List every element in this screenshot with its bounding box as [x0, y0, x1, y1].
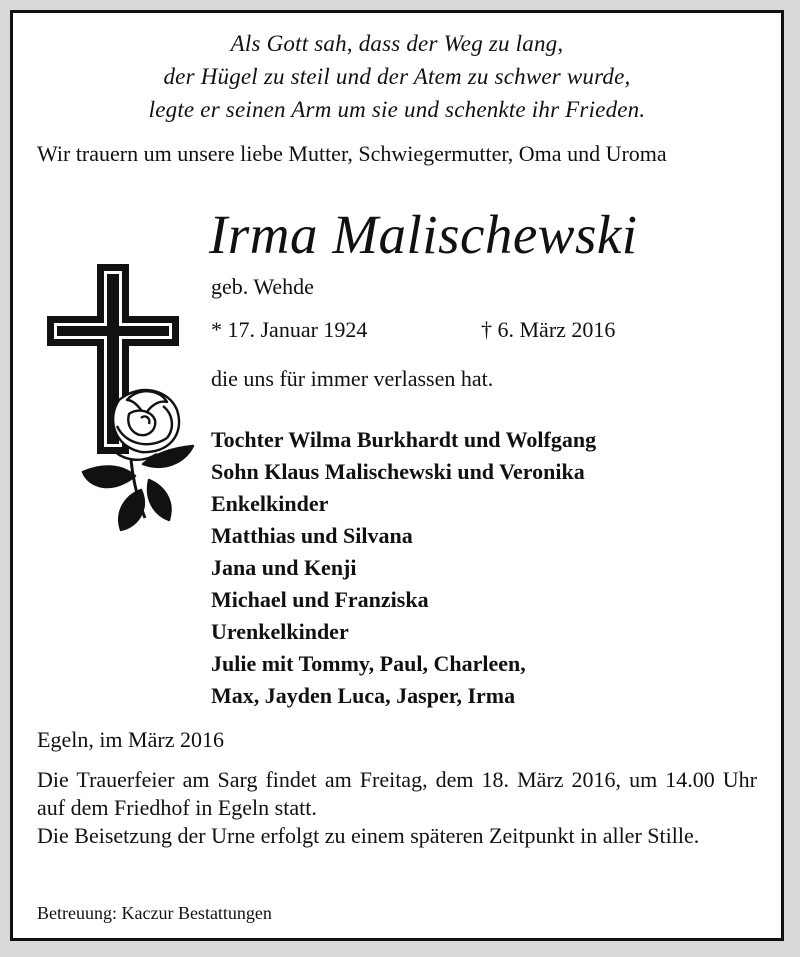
mourner-line: Sohn Klaus Malischewski und Veronika	[211, 459, 585, 484]
deceased-name: Irma Malischewski	[209, 204, 638, 265]
life-dates	[211, 316, 616, 344]
memorial-verse	[13, 27, 781, 126]
mourner-line: Enkelkinder	[211, 491, 329, 516]
funeral-details	[37, 766, 757, 850]
mourner-line: Tochter Wilma Burkhardt und Wolfgang	[211, 427, 597, 452]
verse-line: legte er seinen Arm um sie und schenkte ihr Frieden.	[148, 97, 646, 122]
birth-date: * 17. Januar 1924	[211, 317, 368, 342]
place-and-date: Egeln, im März 2016	[37, 727, 224, 752]
verse-line: Als Gott sah, dass der Weg zu lang,	[230, 31, 564, 56]
farewell-text: die uns für immer verlassen hat.	[211, 366, 494, 391]
verse-line: der Hügel zu steil und der Atem zu schwer wurde,	[163, 64, 631, 89]
mourner-line: Michael und Franziska	[211, 587, 429, 612]
mourners-list	[211, 424, 596, 712]
cross-rose-emblem	[45, 250, 205, 540]
mourner-line: Julie mit Tommy, Paul, Charleen,	[211, 651, 526, 676]
obituary-notice	[10, 10, 784, 941]
service-info: Die Trauerfeier am Sarg findet am Freitag, dem 18. März 2016, um 14.00 Uhr auf dem Friedhof in Egeln statt.	[37, 767, 757, 820]
undertaker-credit: Betreuung: Kaczur Bestattungen	[37, 903, 272, 923]
death-date: † 6. März 2016	[481, 317, 616, 342]
burial-info: Die Beisetzung der Urne erfolgt zu einem späteren Zeitpunkt in aller Stille.	[37, 823, 700, 848]
intro-text: Wir trauern um unsere liebe Mutter, Schwiegermutter, Oma und Uroma	[37, 141, 667, 166]
birth-name: geb. Wehde	[211, 274, 314, 299]
mourner-line: Matthias und Silvana	[211, 523, 413, 548]
mourner-line: Jana und Kenji	[211, 555, 357, 580]
mourner-line: Max, Jayden Luca, Jasper, Irma	[211, 683, 516, 708]
mourner-line: Urenkelkinder	[211, 619, 349, 644]
